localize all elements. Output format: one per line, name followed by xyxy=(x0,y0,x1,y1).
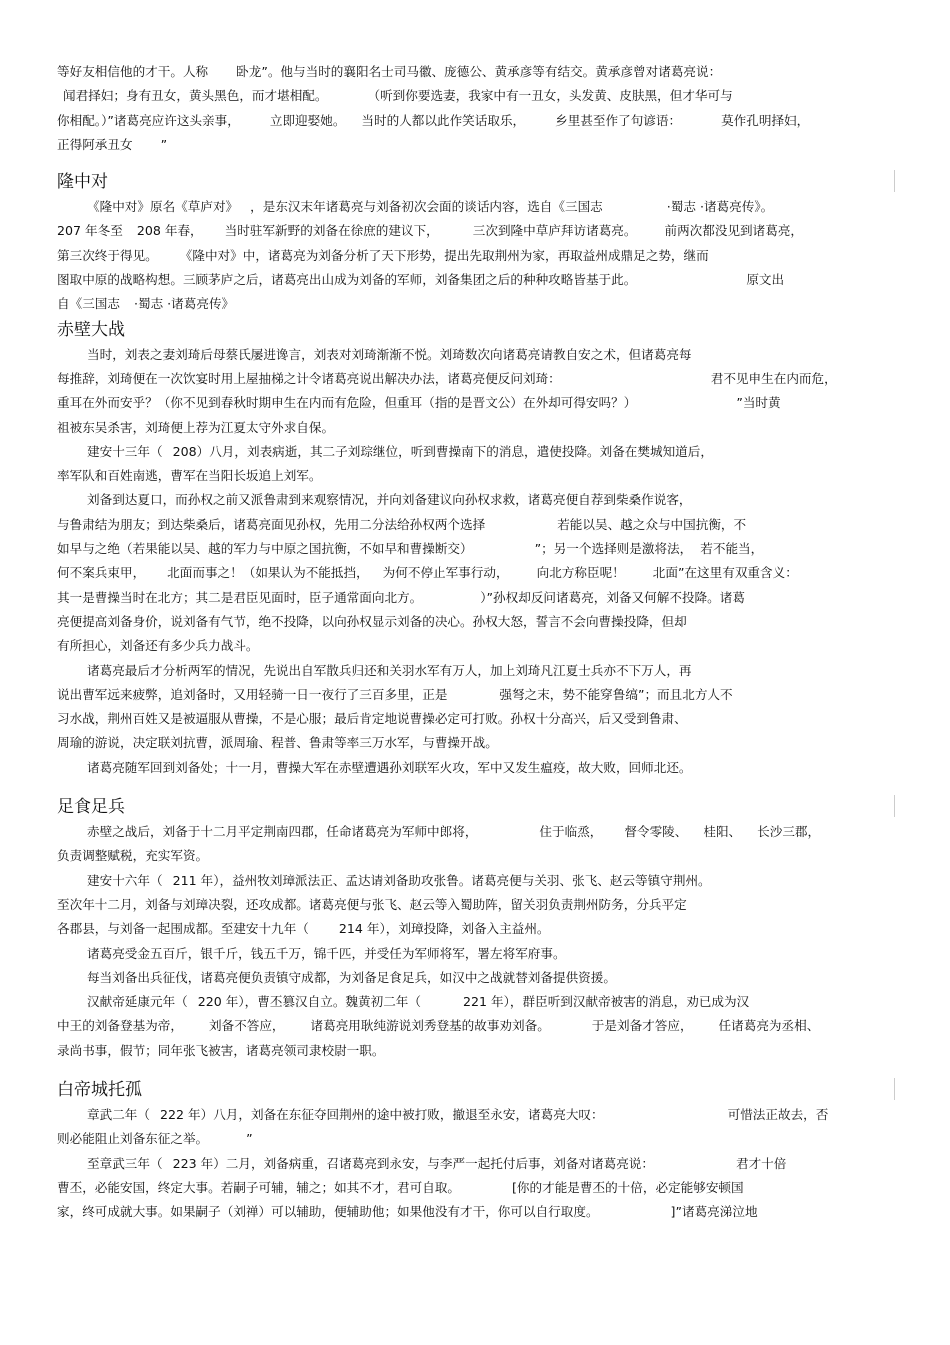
text-fragment: [你的才能是曹丕的十倍，必定能够安顿国 xyxy=(512,1179,744,1195)
text-line xyxy=(57,683,893,707)
text-line xyxy=(57,634,893,658)
text-fragment: 于是刘备才答应， xyxy=(591,1018,693,1034)
text-line xyxy=(57,440,893,464)
text-fragment: 当时驻军新野的刘备在徐庶的建议下， xyxy=(224,223,439,239)
text-fragment: 自《三国志 xyxy=(57,296,120,312)
text-fragment: 负责调整赋税，充实军资。 xyxy=(57,848,209,864)
section-heading xyxy=(57,317,893,343)
text-line xyxy=(57,893,893,917)
text-fragment: 诸葛亮最后才分析两军的情况，先说出自军散兵归还和关羽水军有万人，加上刘琦凡江夏士兵亦不下万人，再 xyxy=(87,662,692,678)
text-fragment: 章武二年（ xyxy=(87,1106,150,1122)
section-rule xyxy=(894,795,895,817)
text-fragment: ”当时黄 xyxy=(736,395,781,411)
text-fragment: 北面”在这里有双重含义： xyxy=(652,565,798,581)
text-line xyxy=(57,756,893,780)
section xyxy=(57,1077,893,1224)
text-fragment: 至次年十二月，刘备与刘璋决裂，还攻成都。诸葛亮便与张飞、赵云等入蜀助阵，留关羽负责荆州防务，分兵平定 xyxy=(57,896,687,912)
text-line xyxy=(57,1176,893,1200)
text-line xyxy=(57,488,893,512)
text-fragment: 如早与之绝（若果能以吴、越的军力与中原之国抗衡，不如早和曹操断交） xyxy=(57,541,473,557)
text-line xyxy=(57,513,893,537)
text-fragment: 208 年春， xyxy=(136,223,203,239)
section-title: 赤壁大战 xyxy=(57,319,125,340)
text-line xyxy=(57,1103,893,1127)
text-line xyxy=(57,84,893,108)
text-fragment: 每推辞，刘琦便在一次饮宴时用上屋抽梯之计令诸葛亮说出解决办法，诸葛亮便反问刘琦： xyxy=(57,370,561,386)
text-fragment: 录尚书事，假节；同年张飞被害，诸葛亮领司隶校尉一职。 xyxy=(57,1042,385,1058)
text-fragment: 当时的人都以此作笑话取乐， xyxy=(361,112,526,128)
text-line xyxy=(57,917,893,941)
section-title: 足食足兵 xyxy=(57,797,125,818)
text-line xyxy=(57,869,893,893)
text-fragment: 诸葛亮随军回到刘备处；十一月，曹操大军在赤壁遭遇孙刘联军火攻，军中又发生瘟疫，故大败，回师北还。 xyxy=(87,759,692,775)
section-heading xyxy=(57,1077,893,1103)
text-line xyxy=(57,109,893,133)
text-line xyxy=(57,219,893,243)
text-fragment: 刘备不答应， xyxy=(208,1018,285,1034)
section-heading xyxy=(57,794,893,820)
text-fragment: 诸葛亮用耿纯游说刘秀登基的故事劝刘备。 xyxy=(310,1018,550,1034)
text-fragment: 桂阳、 xyxy=(703,824,742,840)
text-fragment: （听到你要选妻，我家中有一丑女，头发黄、皮肤黑，但才华可与 xyxy=(367,88,733,104)
text-fragment: 有所担心，刘备还有多少兵力战斗。 xyxy=(57,638,259,654)
text-fragment: 君才十倍 xyxy=(735,1155,787,1171)
text-fragment: 诸葛亮受金五百斤，银千斤，钱五千万，锦千匹，并受任为军师将军，署左将军府事。 xyxy=(87,945,566,961)
text-fragment: 任诸葛亮为丞相、 xyxy=(718,1018,820,1034)
text-fragment: 强弩之末，势不能穿鲁缟 xyxy=(499,686,638,702)
section-rule xyxy=(894,1078,895,1100)
text-line xyxy=(57,707,893,731)
text-line xyxy=(57,1127,893,1151)
section xyxy=(57,317,893,780)
section-heading xyxy=(57,169,893,195)
document-body xyxy=(57,60,893,1224)
text-line xyxy=(57,586,893,610)
text-fragment: ]”诸葛亮涕泣地 xyxy=(670,1204,758,1220)
text-fragment: 北面而事之！（如果认为不能抵挡， xyxy=(167,565,369,581)
text-fragment: 长沙三郡， xyxy=(757,824,821,840)
text-fragment: 莫作孔明择妇， xyxy=(721,112,810,128)
text-fragment: 207 年冬至 xyxy=(57,223,123,239)
text-fragment: 正得阿承丑女 xyxy=(57,136,133,152)
text-line xyxy=(57,268,893,292)
text-fragment: 前两次都没见到诸葛亮， xyxy=(664,223,803,239)
text-line xyxy=(57,464,893,488)
text-line xyxy=(57,844,893,868)
text-fragment: 曹丕，必能安国，终定大事。若嗣子可辅，辅之；如其不才，君可自取。 xyxy=(57,1179,460,1195)
text-fragment: 与鲁肃结为朋友；到达柴桑后，诸葛亮面见孙权，先用二分法给孙权两个选择 xyxy=(57,516,486,532)
text-fragment: 若不能当， xyxy=(700,541,764,557)
text-line xyxy=(57,60,893,84)
text-fragment: 若能以吴、越之众与中国抗衡，不 xyxy=(557,516,747,532)
text-fragment: 亮便提高刘备身价，说刘备有气节，绝不投降，以向孙权显示刘备的决心。孙权大怒，誓言不会向曹操投降，但却 xyxy=(57,613,687,629)
text-fragment: 祖被东吴杀害，刘琦便上荐为江夏太守外求自保。 xyxy=(57,419,335,435)
text-line xyxy=(57,1152,893,1176)
text-fragment: ” xyxy=(246,1131,253,1147)
text-fragment: 督令零陵、 xyxy=(624,824,688,840)
text-line xyxy=(57,537,893,561)
text-line xyxy=(57,820,893,844)
text-fragment: 中王的刘备登基为帝， xyxy=(57,1018,183,1034)
text-fragment: 向北方称臣呢！ xyxy=(536,565,625,581)
text-fragment: 立即迎娶她。 xyxy=(269,112,346,128)
text-fragment: 何不案兵束甲， xyxy=(57,565,146,581)
text-line xyxy=(57,292,893,316)
text-line xyxy=(57,942,893,966)
text-line xyxy=(57,367,893,391)
text-fragment: 等好友相信他的才干。人称 xyxy=(57,64,209,79)
text-fragment: 第三次终于得见。 xyxy=(57,247,158,263)
text-fragment: 刘备到达夏口，而孙权之前又派鲁肃到来观察情况，并向刘备建议向孙权求救，诸葛亮便自荐到柴桑作说客， xyxy=(87,492,692,508)
text-fragment: 222 年）八月，刘备在东征夺回荆州的途中被打败，撤退至永安，诸葛亮大叹： xyxy=(159,1106,604,1122)
text-fragment: 君不见申生在内而危， xyxy=(710,370,837,386)
section xyxy=(57,794,893,1063)
text-fragment: 221 年），群臣听到汉献帝被害的消息，劝已成为汉 xyxy=(463,994,750,1010)
text-line xyxy=(57,343,893,367)
text-line xyxy=(57,1039,893,1063)
text-line xyxy=(57,610,893,634)
text-line xyxy=(57,561,893,585)
text-fragment: 214 年），刘璋投降，刘备入主益州。 xyxy=(338,921,550,937)
text-fragment: 图取中原的战略构想。三顾茅庐之后，诸葛亮出山成为刘备的军师，刘备集团之后的种种攻略皆基于此。 xyxy=(57,272,637,288)
text-fragment: 家，终可成就大事。如果嗣子（刘禅）可以辅助，便辅助他；如果他没有才干，你可以自行取度。 xyxy=(57,1204,599,1220)
text-line xyxy=(57,133,893,157)
text-fragment: ”；另一个选择则是激将法， xyxy=(534,541,693,557)
text-fragment: 乡里甚至作了句谚语： xyxy=(555,112,682,128)
text-line xyxy=(57,659,893,683)
text-fragment: 住于临烝， xyxy=(539,824,603,840)
text-fragment: 208）八月，刘表病逝，其二子刘琮继位，听到曹操南下的消息，遣使投降。刘备在樊城知道后， xyxy=(172,443,713,459)
text-fragment: 赤壁之战后，刘备于十二月平定荆南四郡，任命诸葛亮为军师中郎将， xyxy=(87,824,478,840)
text-fragment: 则必能阻止刘备东征之举。 xyxy=(57,1131,209,1147)
text-line xyxy=(57,195,893,219)
text-fragment: ·蜀志 ·诸葛亮传》。 xyxy=(666,199,774,215)
text-fragment: 其一是曹操当时在北方；其二是君臣见面时，臣子通常面向北方。 xyxy=(57,589,423,605)
text-line xyxy=(57,1014,893,1038)
text-fragment: 建安十六年（ xyxy=(87,872,163,888)
text-fragment: 你相配。）”诸葛亮应许这头亲事， xyxy=(57,112,240,128)
text-fragment: 说出曹军远来疲弊，追刘备时，又用轻骑一日一夜行了三百多里，正是 xyxy=(57,686,448,702)
text-fragment: 闻君择妇；身有丑女，黄头黑色，而才堪相配。 xyxy=(63,88,328,104)
text-line xyxy=(57,731,893,755)
text-fragment: 周瑜的游说，决定联刘抗曹，派周瑜、程普、鲁肃等率三万水军，与曹操开战。 xyxy=(57,735,498,751)
section xyxy=(57,169,893,316)
text-fragment: ，是东汉末年诸葛亮与刘备初次会面的谈话内容，选自《三国志 xyxy=(250,199,603,215)
text-fragment: 汉献帝延康元年（ xyxy=(87,994,188,1010)
text-line xyxy=(57,416,893,440)
text-line xyxy=(57,1200,893,1224)
text-fragment: 为何不停止军事行动， xyxy=(382,565,509,581)
text-fragment: 可惜法正故去，否 xyxy=(727,1106,829,1122)
text-line xyxy=(57,966,893,990)
text-fragment: ”；而且北方人不 xyxy=(637,686,733,702)
text-fragment: 建安十三年（ xyxy=(87,443,163,459)
text-fragment: ” xyxy=(160,136,168,152)
text-fragment: ·蜀志 ·诸葛亮传》 xyxy=(133,296,235,312)
text-fragment: 重耳在外而安乎？（你不见到春秋时期申生在内而有危险，但重耳（指的是晋文公）在外却可得安吗？） xyxy=(57,395,637,411)
text-fragment: 习水战，荆州百姓又是被逼服从曹操，不是心服；最后肯定地说曹操必定可打败。孙权十分高兴，后又受到鲁肃、 xyxy=(57,711,687,727)
text-fragment: 至章武三年（ xyxy=(87,1155,163,1171)
text-line xyxy=(57,990,893,1014)
text-fragment: 原文出 xyxy=(746,272,785,288)
text-fragment: 211 年），益州牧刘璋派法正、孟达请刘备助攻张鲁。诸葛亮便与关羽、张飞、赵云等镇守荆州。 xyxy=(172,872,711,888)
text-fragment: ）”孙权却反问诸葛亮，刘备又何解不投降。诸葛 xyxy=(480,589,745,605)
section-title: 白帝城托孤 xyxy=(57,1079,142,1100)
text-fragment: 每当刘备出兵征伐，诸葛亮便负责镇守成都，为刘备足食足兵，如汉中之战就替刘备提供资援。 xyxy=(87,969,616,985)
text-fragment: 223 年）二月，刘备病重，召诸葛亮到永安，与李严一起托付后事，刘备对诸葛亮说： xyxy=(172,1155,654,1171)
text-fragment: 卧龙”。他与当时的襄阳名士司马徽、庞德公、黄承彦等有结交。黄承彦曾对诸葛亮说： xyxy=(236,64,722,79)
text-fragment: 当时，刘表之妻刘琦后母蔡氏屡进谗言，刘表对刘琦渐渐不悦。刘琦数次向诸葛亮请教自安之术，但诸葛亮每 xyxy=(87,346,692,362)
section-rule xyxy=(894,170,895,192)
text-fragment: 各郡县，与刘备一起围成都。至建安十九年（ xyxy=(57,921,309,937)
text-fragment: 220 年），曹丕篡汉自立。魏黄初二年（ xyxy=(197,994,421,1010)
text-line xyxy=(57,244,893,268)
text-fragment: 《隆中对》中，诸葛亮为刘备分析了天下形势，提出先取荆州为家，再取益州成鼎足之势，继而 xyxy=(179,247,709,263)
text-fragment: 《隆中对》原名《草庐对》 xyxy=(87,199,239,215)
text-line xyxy=(57,391,893,415)
section-title: 隆中对 xyxy=(57,172,108,193)
text-fragment: 三次到隆中草庐拜访诸葛亮。 xyxy=(472,223,637,239)
text-fragment: 率军队和百姓南逃，曹军在当阳长坂追上刘军。 xyxy=(57,468,322,484)
